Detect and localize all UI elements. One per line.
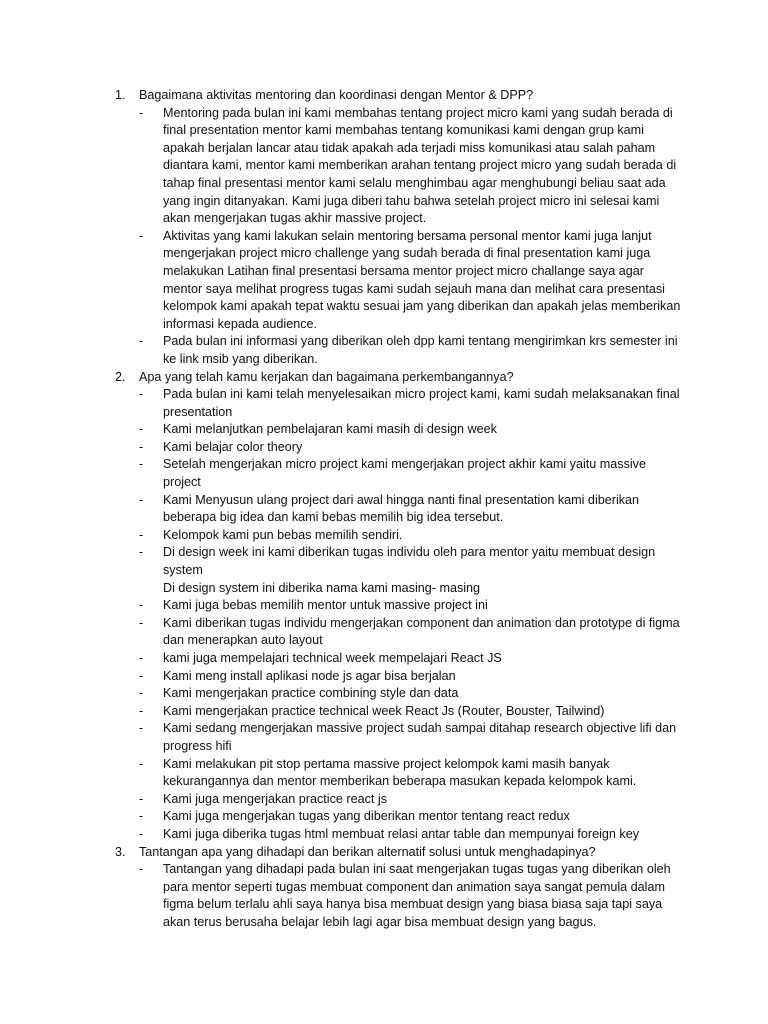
list-item-text: Kami belajar color theory [163, 439, 303, 454]
dash-marker: - [139, 105, 144, 120]
section-question: Tantangan apa yang dihadapi dan berikan alternatif solusi untuk menghadapinya? [139, 844, 596, 859]
list-item [139, 597, 685, 615]
dash-marker: - [139, 228, 144, 243]
dash-marker: - [139, 651, 144, 665]
list-item-text: Aktivitas yang kami lakukan selain mentoring bersama personal mentor kami juga lanjut mengerjakan project micro challenge yang sudah berada di final presentation kami juga melakukan Latihan final presentasi bersama mentor project micro challange saya agar mentor saya melihat progress tugas kami sudah sejauh mana dan melihat cara presentasi kelompok kami apakah tepat waktu sesuai jam yang diberikan dan apakah jelas memberikan informasi kepada audience. [163, 228, 681, 331]
list-item [139, 685, 685, 703]
bullet-list [139, 386, 685, 580]
bullet-list [139, 105, 685, 369]
bullet-list [139, 861, 685, 931]
list-item-text: Kami juga diberika tugas html membuat relasi antar table dan mempunyai foreign key [163, 826, 640, 841]
dash-marker: - [139, 862, 144, 877]
list-item [139, 720, 685, 755]
list-item [139, 756, 685, 791]
list-item [139, 808, 685, 826]
section-1 [115, 87, 685, 369]
list-item [139, 439, 685, 457]
document-body [115, 87, 685, 932]
section-number: 1. [115, 88, 126, 102]
list-item-text: Pada bulan ini kami telah menyelesaikan micro project kami, kami sudah melaksanakan final presentation [163, 387, 680, 419]
dash-marker: - [139, 387, 144, 402]
list-item [139, 668, 685, 686]
list-item [139, 544, 685, 579]
dash-marker: - [139, 422, 144, 437]
dash-marker: - [139, 826, 144, 841]
dash-marker: - [139, 615, 144, 630]
dash-marker: - [139, 756, 144, 771]
dash-marker: - [139, 668, 144, 683]
bullet-list [139, 597, 685, 843]
section-question: Bagaimana aktivitas mentoring dan koordinasi dengan Mentor & DPP? [139, 88, 534, 102]
list-item-text: Kami juga mengerjakan practice react js [163, 791, 387, 806]
list-item-text: Kami mengerjakan practice technical week React Js (Router, Bouster, Tailwind) [163, 703, 605, 718]
list-item-text: Kami Menyusun ulang project dari awal hingga nanti final presentation kami diberikan beberapa big idea dan kami bebas memilih big idea tersebut. [163, 492, 640, 525]
dash-marker: - [139, 791, 144, 806]
list-item-text: Kami melanjutkan pembelajaran kami masih di design week [163, 422, 497, 437]
dash-marker: - [139, 492, 144, 507]
list-item-text: Di design week ini kami diberikan tugas individu oleh para mentor yaitu membuat design system [163, 545, 656, 578]
list-item [139, 333, 685, 368]
list-item [139, 826, 685, 844]
dash-marker: - [139, 527, 144, 542]
dash-marker: - [139, 721, 144, 736]
section-question: Apa yang telah kamu kerjakan dan bagaimana perkembangannya? [139, 369, 514, 384]
list-item [139, 492, 685, 527]
list-item [139, 703, 685, 721]
dash-marker: - [139, 545, 144, 560]
dash-marker: - [139, 703, 144, 718]
list-item-text: Setelah mengerjakan micro project kami mengerjakan project akhir kami yaitu massive project [163, 457, 646, 490]
list-item-text: Kami meng install aplikasi node js agar bisa berjalan [163, 668, 456, 683]
list-item-text: Kami juga bebas memilih mentor untuk massive project ini [163, 598, 488, 613]
list-item-text: Kami diberikan tugas individu mengerjakan component dan animation dan prototype di figma dan menerapkan auto layout [163, 615, 680, 648]
section-2 [115, 369, 685, 844]
list-item [139, 527, 685, 545]
section-number: 2. [115, 369, 126, 384]
list-item-text: Kami melakukan pit stop pertama massive project kelompok kami masih banyak kekurangannya dan mentor memberikan beberapa masukan kepada kelompok kami. [163, 756, 637, 789]
list-item-text: Tantangan yang dihadapi pada bulan ini saat mengerjakan tugas tugas yang diberikan oleh para mentor seperti tugas membuat component dan animation saya sangat pemula dalam figma belum terlalu ahli saya hanya bisa membuat design yang biasa biasa saja tapi saya akan terus berusaha belajar lebih lagi agar bisa membuat design yang bagus. [163, 862, 671, 929]
list-item [139, 861, 685, 931]
dash-marker: - [139, 334, 144, 349]
section-3 [115, 844, 685, 932]
dash-marker: - [139, 457, 144, 472]
dash-marker: - [139, 686, 144, 701]
list-item-text: Pada bulan ini informasi yang diberikan oleh dpp kami tentang mengirimkan krs semester ini ke link msib yang diberikan. [163, 334, 678, 366]
section-number: 3. [115, 844, 126, 859]
list-continuation-text: Di design system ini diberika nama kami masing- masing [163, 580, 481, 595]
list-item-text: kami juga mempelajari technical week mempelajari React JS [163, 651, 502, 665]
list-item [139, 421, 685, 439]
dash-marker: - [139, 439, 144, 454]
dash-marker: - [139, 809, 144, 824]
list-item-text: Kami juga mengerjakan tugas yang diberikan mentor tentang react redux [163, 809, 570, 824]
list-item [139, 615, 685, 650]
dash-marker: - [139, 598, 144, 613]
list-item [139, 105, 685, 228]
list-item [139, 228, 685, 334]
list-item [139, 386, 685, 421]
list-item [139, 456, 685, 491]
list-item-text: Kami mengerjakan practice combining style dan data [163, 686, 459, 701]
list-item-text: Kami sedang mengerjakan massive project sudah sampai ditahap research objective lifi dan progress hifi [163, 721, 677, 753]
list-item [139, 791, 685, 809]
list-item [139, 650, 685, 668]
list-item-text: Kelompok kami pun bebas memilih sendiri. [163, 527, 403, 542]
list-item-text: Mentoring pada bulan ini kami membahas tentang project micro kami yang sudah berada di final presentation mentor kami membahas tentang komunikasi kami dengan grup kami apakah berjalan lancar atau tidak apakah ada terjadi miss komunikasi atau salah paham diantara kami, mentor kami memberikan arahan tentang project micro yang sudah berada di tahap final presentasi mentor kami selalu menghimbau agar menghubungi beliau saat ada yang ingin ditanyakan. Kami juga diberi tahu bahwa setelah project micro ini selesai kami akan mengerjakan tugas akhir massive project. [163, 105, 677, 226]
